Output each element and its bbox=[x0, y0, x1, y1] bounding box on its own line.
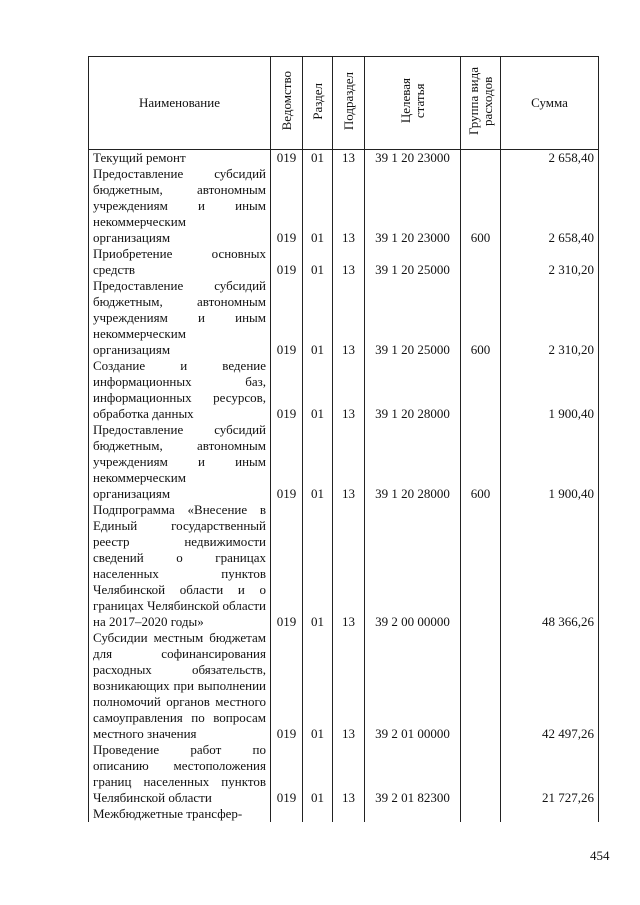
header-gruppa: Группа вида расходов bbox=[461, 57, 501, 150]
cell-cel: 39 1 20 28000 bbox=[365, 422, 461, 502]
cell-ved bbox=[271, 806, 303, 822]
cell-cel: 39 1 20 25000 bbox=[365, 246, 461, 278]
cell-name: Приобретение основных средств bbox=[89, 246, 271, 278]
cell-sum: 2 310,20 bbox=[501, 278, 599, 358]
table-row bbox=[89, 422, 599, 502]
cell-grp bbox=[461, 150, 501, 167]
cell-grp bbox=[461, 806, 501, 822]
cell-grp bbox=[461, 246, 501, 278]
cell-cel: 39 1 20 23000 bbox=[365, 166, 461, 246]
header-podrazdel: Подраздел bbox=[333, 57, 365, 150]
cell-sum: 2 658,40 bbox=[501, 150, 599, 167]
cell-ved: 019 bbox=[271, 150, 303, 167]
cell-cel: 39 1 20 23000 bbox=[365, 150, 461, 167]
cell-podr: 13 bbox=[333, 422, 365, 502]
cell-ved: 019 bbox=[271, 358, 303, 422]
cell-ved: 019 bbox=[271, 630, 303, 742]
cell-razd: 01 bbox=[303, 150, 333, 167]
cell-podr: 13 bbox=[333, 166, 365, 246]
cell-sum: 42 497,26 bbox=[501, 630, 599, 742]
cell-podr: 13 bbox=[333, 358, 365, 422]
cell-sum: 1 900,40 bbox=[501, 358, 599, 422]
cell-razd: 01 bbox=[303, 166, 333, 246]
page-number: 454 bbox=[590, 848, 610, 863]
cell-razd: 01 bbox=[303, 502, 333, 630]
cell-razd: 01 bbox=[303, 358, 333, 422]
cell-cel bbox=[365, 806, 461, 822]
cell-ved: 019 bbox=[271, 502, 303, 630]
cell-name: Предоставление субсидий бюджетным, автономным учреждениям и иным некоммерческим организациям bbox=[89, 278, 271, 358]
budget-table bbox=[88, 56, 599, 822]
cell-name: Предоставление субсидий бюджетным, автономным учреждениям и иным некоммерческим организациям bbox=[89, 422, 271, 502]
cell-razd: 01 bbox=[303, 742, 333, 806]
table-row bbox=[89, 742, 599, 806]
cell-cel: 39 1 20 25000 bbox=[365, 278, 461, 358]
cell-cel: 39 2 01 82300 bbox=[365, 742, 461, 806]
header-name: Наименование bbox=[89, 57, 271, 150]
cell-name: Проведение работ по описанию местоположения границ населенных пунктов Челябинской области bbox=[89, 742, 271, 806]
cell-name: Предоставление субсидий бюджетным, автономным учреждениям и иным некоммерческим организациям bbox=[89, 166, 271, 246]
cell-podr: 13 bbox=[333, 150, 365, 167]
cell-podr: 13 bbox=[333, 630, 365, 742]
table-row bbox=[89, 630, 599, 742]
cell-ved: 019 bbox=[271, 166, 303, 246]
cell-grp: 600 bbox=[461, 166, 501, 246]
header-celevaya: Целевая статья bbox=[365, 57, 461, 150]
cell-grp bbox=[461, 358, 501, 422]
cell-name: Межбюджетные трансфер- bbox=[89, 806, 271, 822]
cell-razd: 01 bbox=[303, 630, 333, 742]
cell-grp bbox=[461, 630, 501, 742]
cell-razd: 01 bbox=[303, 246, 333, 278]
cell-ved: 019 bbox=[271, 246, 303, 278]
cell-podr bbox=[333, 806, 365, 822]
table-row bbox=[89, 150, 599, 167]
table-row bbox=[89, 166, 599, 246]
cell-grp: 600 bbox=[461, 278, 501, 358]
cell-razd bbox=[303, 806, 333, 822]
cell-sum: 48 366,26 bbox=[501, 502, 599, 630]
cell-sum: 2 310,20 bbox=[501, 246, 599, 278]
cell-ved: 019 bbox=[271, 742, 303, 806]
header-razdel: Раздел bbox=[303, 57, 333, 150]
cell-ved: 019 bbox=[271, 422, 303, 502]
cell-sum: 2 658,40 bbox=[501, 166, 599, 246]
cell-cel: 39 1 20 28000 bbox=[365, 358, 461, 422]
cell-name: Подпрограмма «Внесение в Единый государственный реестр недвижимости сведений о границах населенных пунктов Челябинской области и о границах Челябинской области на 2017–2020 годы» bbox=[89, 502, 271, 630]
cell-name: Субсидии местным бюджетам для софинансирования расходных обязательств, возникающих при выполнении полномочий органов местного самоуправления по вопросам местного значения bbox=[89, 630, 271, 742]
header-summa: Сумма bbox=[501, 57, 599, 150]
cell-name: Текущий ремонт bbox=[89, 150, 271, 167]
cell-grp bbox=[461, 742, 501, 806]
cell-grp: 600 bbox=[461, 422, 501, 502]
table-row bbox=[89, 358, 599, 422]
cell-podr: 13 bbox=[333, 246, 365, 278]
table-row bbox=[89, 806, 599, 822]
cell-grp bbox=[461, 502, 501, 630]
table-row bbox=[89, 502, 599, 630]
table-header-row bbox=[89, 57, 599, 150]
header-vedomstvo: Ведомство bbox=[271, 57, 303, 150]
cell-podr: 13 bbox=[333, 502, 365, 630]
cell-ved: 019 bbox=[271, 278, 303, 358]
cell-sum: 21 727,26 bbox=[501, 742, 599, 806]
cell-cel: 39 2 01 00000 bbox=[365, 630, 461, 742]
cell-sum bbox=[501, 806, 599, 822]
cell-podr: 13 bbox=[333, 742, 365, 806]
cell-cel: 39 2 00 00000 bbox=[365, 502, 461, 630]
cell-podr: 13 bbox=[333, 278, 365, 358]
cell-razd: 01 bbox=[303, 278, 333, 358]
table-row bbox=[89, 246, 599, 278]
cell-razd: 01 bbox=[303, 422, 333, 502]
cell-sum: 1 900,40 bbox=[501, 422, 599, 502]
table-row bbox=[89, 278, 599, 358]
table-body bbox=[89, 150, 599, 823]
cell-name: Создание и ведение информационных баз, информационных ресурсов, обработка данных bbox=[89, 358, 271, 422]
